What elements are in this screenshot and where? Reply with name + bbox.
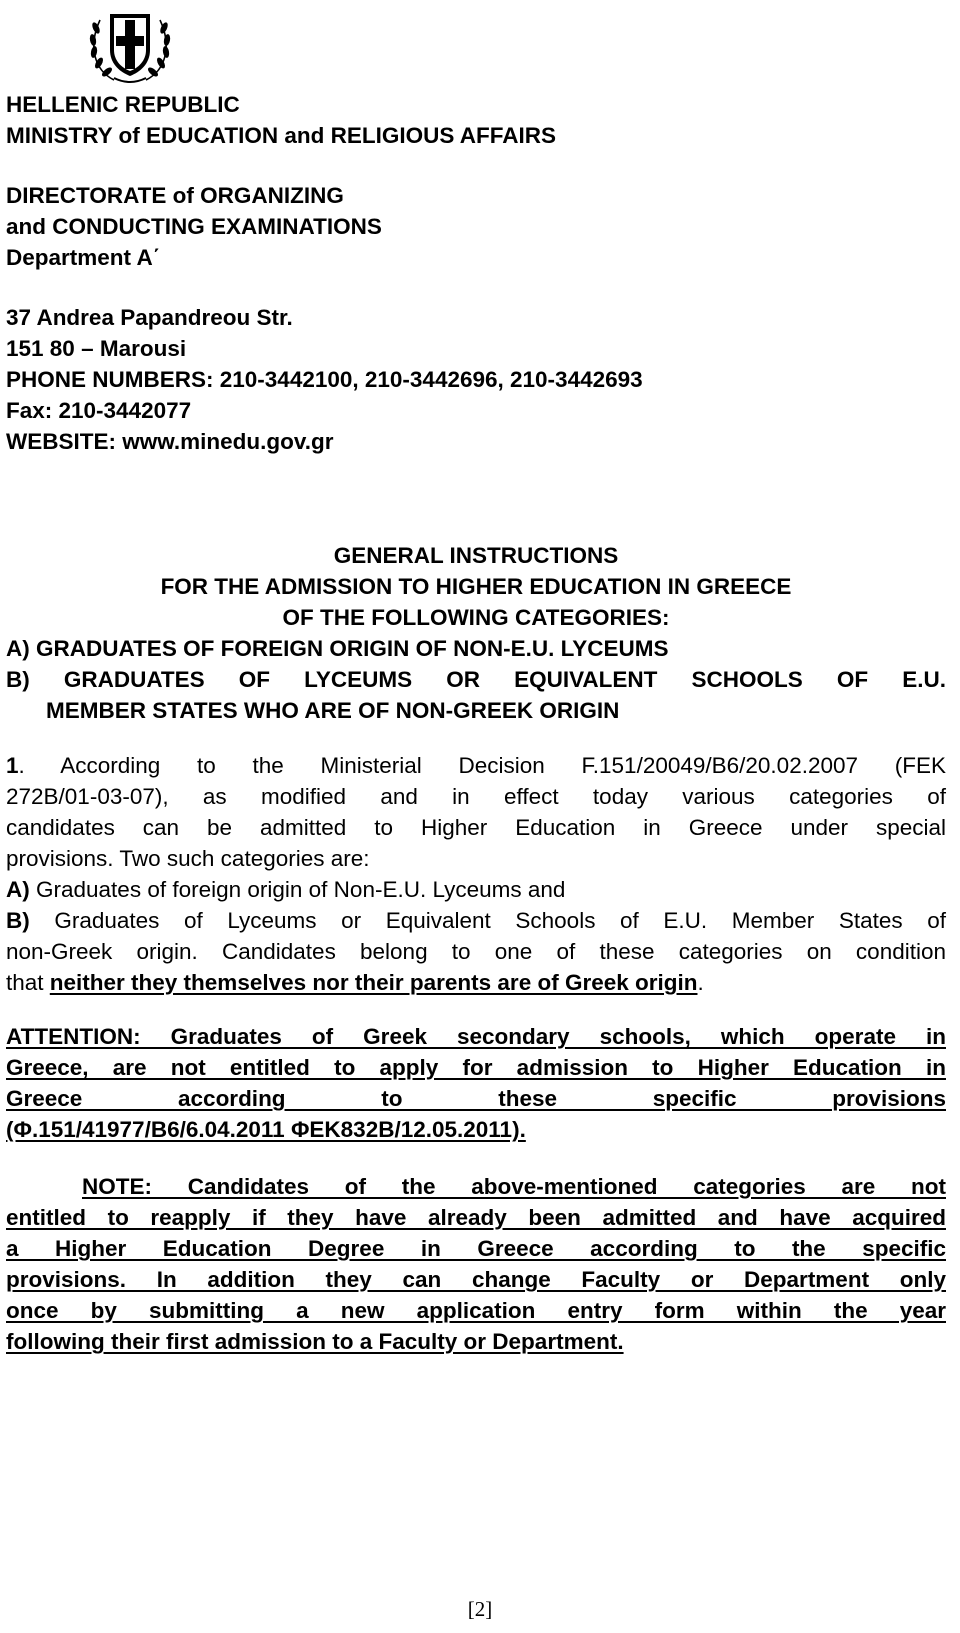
note-line-5: once by submitting a new application entry form within the year (6, 1298, 946, 1323)
greek-coat-of-arms-emblem (84, 6, 176, 86)
note-line-2: entitled to reapply if they have already been admitted and have acquired (6, 1205, 946, 1230)
website: WEBSITE: www.minedu.gov.gr (6, 429, 334, 454)
directorate-line-2: and CONDUCTING EXAMINATIONS (6, 214, 382, 239)
fax-number: Fax: 210-3442077 (6, 398, 192, 423)
section-1-line-1 (6, 750, 946, 781)
note-line-1: NOTE: Candidates of the above-mentioned categories are not (82, 1174, 946, 1199)
title-category-b-line-1: B) GRADUATES OF LYCEUMS OR EQUIVALENT SCHOOLS OF E.U. (6, 667, 946, 692)
category-b-text: Graduates of Lyceums or Equivalent Schools of E.U. Member States of (29, 908, 946, 933)
phone-numbers: PHONE NUMBERS: 210-3442100, 210-3442696, 210-3442693 (6, 367, 643, 392)
attention-line-1: ATTENTION: Graduates of Greek secondary schools, which operate in (6, 1024, 946, 1049)
street-address: 37 Andrea Papandreou Str. (6, 305, 293, 330)
department-name: Department A΄ (6, 245, 161, 270)
directorate-block (6, 180, 946, 273)
title-line-3: OF THE FOLLOWING CATEGORIES: (282, 605, 670, 630)
title-category-a: A) GRADUATES OF FOREIGN ORIGIN OF NON-E.U. LYCEUMS (6, 636, 669, 661)
category-a-text: Graduates of foreign origin of Non-E.U. Lyceums and (29, 877, 566, 902)
section-1 (6, 750, 946, 998)
note-block (6, 1171, 946, 1357)
category-b-item-line-2: non-Greek origin. Candidates belong to one of these categories on condition (6, 939, 946, 964)
directorate-line-1: DIRECTORATE of ORGANIZING (6, 183, 344, 208)
contact-block (6, 302, 946, 457)
attention-block (6, 1021, 946, 1145)
section-1-line-3: candidates can be admitted to Higher Education in Greece under special (6, 815, 946, 840)
attention-line-3: Greece according to these specific provisions (6, 1086, 946, 1111)
section-1-line-1-text: . According to the Ministerial Decision F.151/20049/B6/20.02.2007 (FEK (18, 753, 946, 778)
note-line-3: a Higher Education Degree in Greece according to the specific (6, 1236, 946, 1261)
category-a-item (6, 874, 946, 905)
last-line-suffix: . (697, 970, 704, 995)
title-line-1: GENERAL INSTRUCTIONS (333, 543, 619, 568)
greek-origin-condition: neither they themselves nor their parents are of Greek origin (49, 970, 698, 995)
country-name: HELLENIC REPUBLIC (6, 92, 240, 117)
ministry-name: MINISTRY of EDUCATION and RELIGIOUS AFFAIRS (6, 123, 557, 148)
section-1-number: 1 (6, 753, 19, 778)
page-number: [2] (467, 1597, 493, 1621)
category-a-label: A) (6, 877, 30, 902)
category-b-item-line-1 (6, 905, 946, 936)
city-address: 151 80 – Marousi (6, 336, 187, 361)
note-line-6: following their first admission to a Faculty or Department. (6, 1329, 624, 1354)
title-category-b-line-2: MEMBER STATES WHO ARE OF NON-GREEK ORIGIN (46, 698, 620, 723)
last-line-prefix: that (6, 970, 50, 995)
title-line-2: FOR THE ADMISSION TO HIGHER EDUCATION IN GREECE (160, 574, 792, 599)
header-block (6, 89, 946, 151)
attention-line-2: Greece, are not entitled to apply for admission to Higher Education in (6, 1055, 946, 1080)
section-1-last-line (6, 967, 946, 998)
note-line-4: provisions. In addition they can change Faculty or Department only (6, 1267, 946, 1292)
section-1-line-2: 272B/01-03-07), as modified and in effect today various categories of (6, 784, 946, 809)
category-b-label: B) (6, 908, 30, 933)
attention-line-4: (Φ.151/41977/Β6/6.04.2011 ΦΕΚ832Β/12.05.2011). (6, 1117, 526, 1142)
title-block (6, 540, 946, 726)
section-1-line-4: provisions. Two such categories are: (6, 846, 370, 871)
